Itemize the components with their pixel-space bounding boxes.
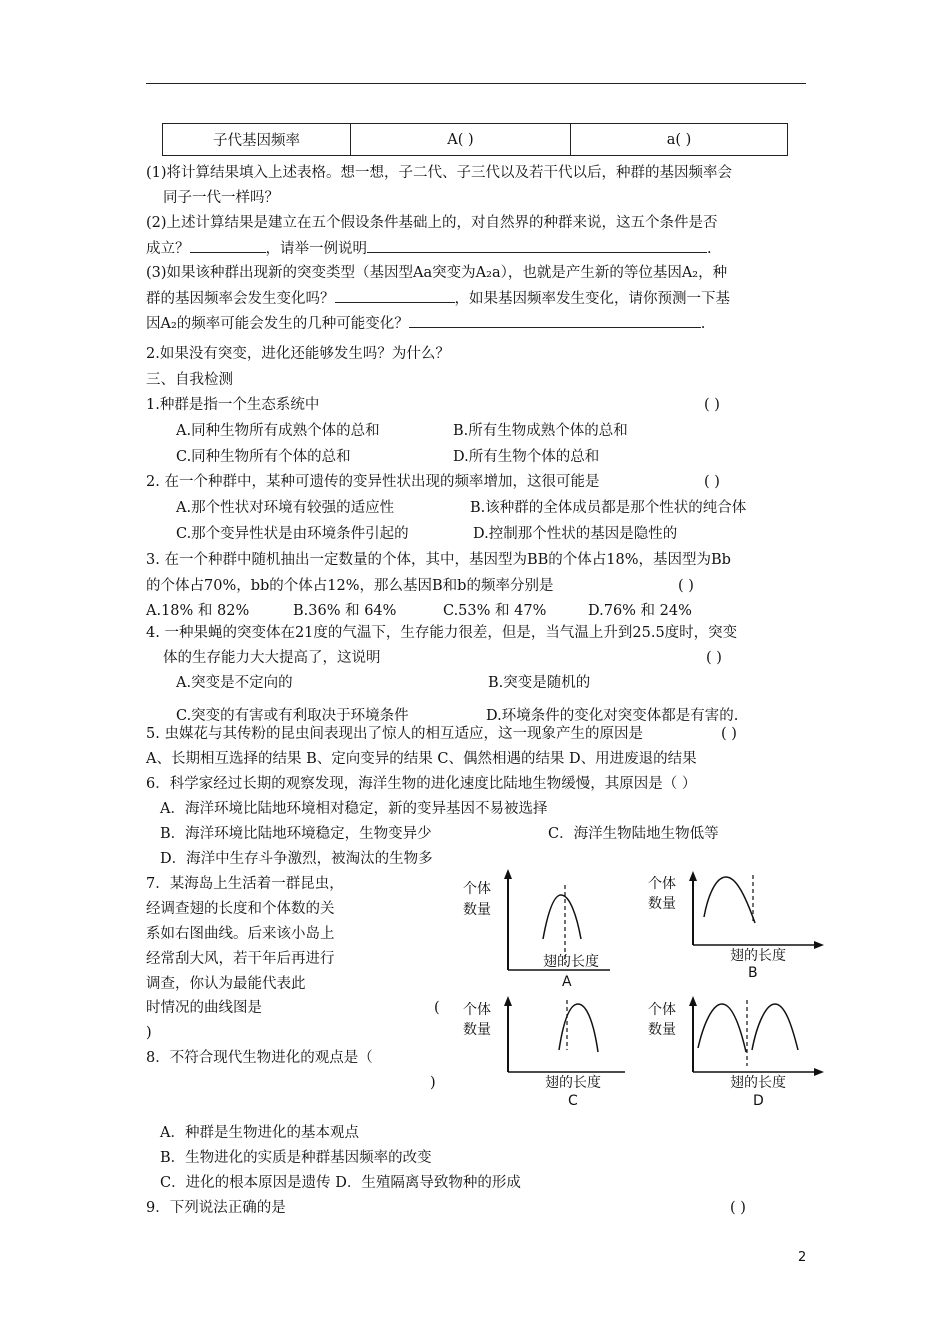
s1-option-d: D.所有生物个体的总和 [453, 449, 600, 465]
answer-blank[interactable] [367, 238, 707, 253]
s6-stem: 6．科学家经过长期的观察发现，海洋生物的进化速度比陆地生物缓慢，其原因是（ ） [146, 776, 697, 792]
s8-option-a: A．种群是生物进化的基本观点 [160, 1125, 359, 1141]
s9-answer-paren[interactable]: ( ) [730, 1200, 746, 1216]
s1-answer-paren[interactable]: ( ) [704, 397, 720, 413]
answer-blank[interactable] [409, 313, 701, 328]
q1-sub3-text-b: ，如果基因频率发生变化，请你预测一下基 [454, 291, 730, 307]
s3-option-d: D.76% 和 24% [588, 603, 692, 619]
s8-option-cd: C．进化的根本原因是遗传 D．生殖隔离导致物种的形成 [160, 1175, 521, 1191]
s1-stem: 1.种群是指一个生态系统中 [146, 397, 320, 413]
s8-stem: 8．不符合现代生物进化的观点是（ [146, 1050, 373, 1066]
graph-b-ylabel-1: 个体 [648, 876, 676, 892]
graph-d-ylabel-2: 数量 [648, 1022, 676, 1038]
s3-option-c: C.53% 和 47% [443, 603, 547, 619]
q1-sub3-line1: (3)如果该种群出现新的突变类型（基因型Aa突变为A₂a），也就是产生新的等位基因A₂，种 [146, 265, 728, 281]
s3-option-b: B.36% 和 64% [293, 603, 397, 619]
table-cell-A: A( ) [351, 124, 571, 156]
graph-d-xlabel: 翅的长度 [730, 1075, 786, 1091]
s3-line2: 的个体占70%，bb的个体占12%，那么基因B和b的频率分别是 [146, 578, 554, 594]
s6-option-a: A．海洋环境比陆地环境相对稳定，新的变异基因不易被选择 [160, 801, 548, 817]
s3-answer-paren[interactable]: ( ) [678, 578, 694, 594]
s2-answer-paren[interactable]: ( ) [704, 474, 720, 490]
table-label-cell: 子代基因频率 [163, 124, 351, 156]
s1-option-b: B.所有生物成熟个体的总和 [453, 423, 628, 439]
s8-option-b: B．生物进化的实质是种群基因频率的改变 [160, 1150, 432, 1166]
graph-d [640, 990, 825, 1115]
graph-b-label: B [748, 965, 758, 981]
q1-sub3-line2 [146, 288, 730, 309]
q1-sub3-line3: 因A₂的频率可能会发生的几种可能变化？ . [146, 313, 705, 334]
s5-answer-paren[interactable]: ( ) [721, 726, 737, 742]
s7-line2: 经调查翅的长度和个体数的关 [146, 901, 335, 917]
graph-a-ylabel-2: 数量 [463, 902, 491, 918]
s1-option-c: C.同种生物所有个体的总和 [176, 449, 351, 465]
graph-b-xlabel: 翅的长度 [730, 948, 786, 964]
gene-frequency-table [162, 123, 788, 156]
graph-a-ylabel-1: 个体 [463, 881, 491, 897]
s7-line1: 7．某海岛上生活着一群昆虫， [146, 876, 344, 892]
s6-option-c: C．海洋生物陆地生物低等 [548, 826, 719, 842]
s9-stem: 9．下列说法正确的是 [146, 1200, 286, 1216]
q1-sub1-line1: (1)将计算结果填入上述表格。想一想，子二代、子三代以及若干代以后，种群的基因频率会 [146, 165, 733, 181]
s1-option-a: A.同种生物所有成熟个体的总和 [176, 423, 380, 439]
page-number: 2 [798, 1250, 807, 1265]
s2-option-c: C.那个变异性状是由环境条件引起的 [176, 526, 409, 542]
q1-sub2-text-a: 成立？ [146, 241, 190, 257]
graph-c-ylabel-1: 个体 [463, 1002, 491, 1018]
q1-sub2-line1: (2)上述计算结果是建立在五个假设条件基础上的，对自然界的种群来说，这五个条件是否 [146, 215, 718, 231]
answer-blank[interactable] [190, 238, 266, 253]
graph-a-xlabel: 翅的长度 [543, 954, 599, 970]
s7-paren-close[interactable]: ) [146, 1025, 152, 1041]
s2-stem: 2. 在一个种群中，某种可遗传的变异性状出现的频率增加，这很可能是 [146, 474, 600, 490]
s4-option-a: A.突变是不定向的 [176, 675, 293, 691]
s6-option-d: D．海洋中生存斗争激烈，被淘汰的生物多 [160, 851, 433, 867]
s7-line5: 调查，你认为最能代表此 [146, 976, 306, 992]
table-cell-a: a( ) [571, 124, 788, 156]
s8-paren-close[interactable]: ) [430, 1075, 436, 1091]
section-heading: 三、自我检测 [146, 372, 233, 388]
graph-a [455, 865, 615, 995]
s4-option-c: C.突变的有害或有利取决于环境条件 [176, 708, 409, 724]
graph-c-ylabel-2: 数量 [463, 1022, 491, 1038]
s7-paren-open[interactable]: ( [434, 1000, 440, 1016]
s5-options: A、长期相互选择的结果 B、定向变异的结果 C、偶然相遇的结果 D、用进废退的结果 [146, 751, 697, 767]
graph-b [640, 865, 825, 995]
s4-line2: 体的生存能力大大提高了，这说明 [163, 650, 381, 666]
s6-option-b: B．海洋环境比陆地环境稳定，生物变异少 [160, 826, 432, 842]
s4-option-b: B.突变是随机的 [488, 675, 591, 691]
s2-option-b: B.该种群的全体成员都是那个性状的纯合体 [470, 500, 747, 516]
table-row [163, 124, 788, 156]
s7-line4: 经常刮大风，若干年后再进行 [146, 951, 335, 967]
q1-sub3-text-c: 因A₂的频率可能会发生的几种可能变化？ [146, 316, 409, 332]
s4-line1: 4. 一种果蝇的突变体在21度的气温下，生存能力很差，但是，当气温上升到25.5度时，突变 [146, 625, 738, 641]
graph-c-label: C [568, 1093, 578, 1109]
graph-c [455, 990, 630, 1115]
q1-sub3-text-a: 群的基因频率会发生变化吗？ [146, 291, 335, 307]
question-2: 2.如果没有突变，进化还能够发生吗？为什么？ [146, 346, 450, 362]
q1-sub1-line2: 同子一代一样吗？ [163, 190, 279, 206]
s3-line1: 3. 在一个种群中随机抽出一定数量的个体，其中，基因型为BB的个体占18%，基因型为Bb [146, 552, 731, 568]
q1-sub2-text-b: ，请举一例说明 [265, 241, 367, 257]
s7-line3: 系如右图曲线。后来该小岛上 [146, 926, 335, 942]
s4-answer-paren[interactable]: ( ) [706, 650, 722, 666]
header-rule [146, 83, 806, 84]
s4-option-d: D.环境条件的变化对突变体都是有害的. [486, 708, 739, 724]
s5-stem: 5. 虫媒花与其传粉的昆虫间表现出了惊人的相互适应，这一现象产生的原因是 [146, 726, 643, 742]
graph-d-ylabel-1: 个体 [648, 1002, 676, 1018]
graph-d-label: D [753, 1093, 764, 1109]
answer-blank[interactable] [335, 288, 455, 303]
s2-option-a: A.那个性状对环境有较强的适应性 [176, 500, 395, 516]
graph-c-xlabel: 翅的长度 [545, 1075, 601, 1091]
s7-line6: 时情况的曲线图是 [146, 1000, 262, 1016]
s3-option-a: A.18% 和 82% [146, 603, 250, 619]
graph-b-ylabel-2: 数量 [648, 896, 676, 912]
s2-option-d: D.控制那个性状的基因是隐性的 [473, 526, 678, 542]
graph-a-label: A [562, 974, 572, 990]
q1-sub2-line2: 成立？ ，请举一例说明 . [146, 238, 712, 259]
